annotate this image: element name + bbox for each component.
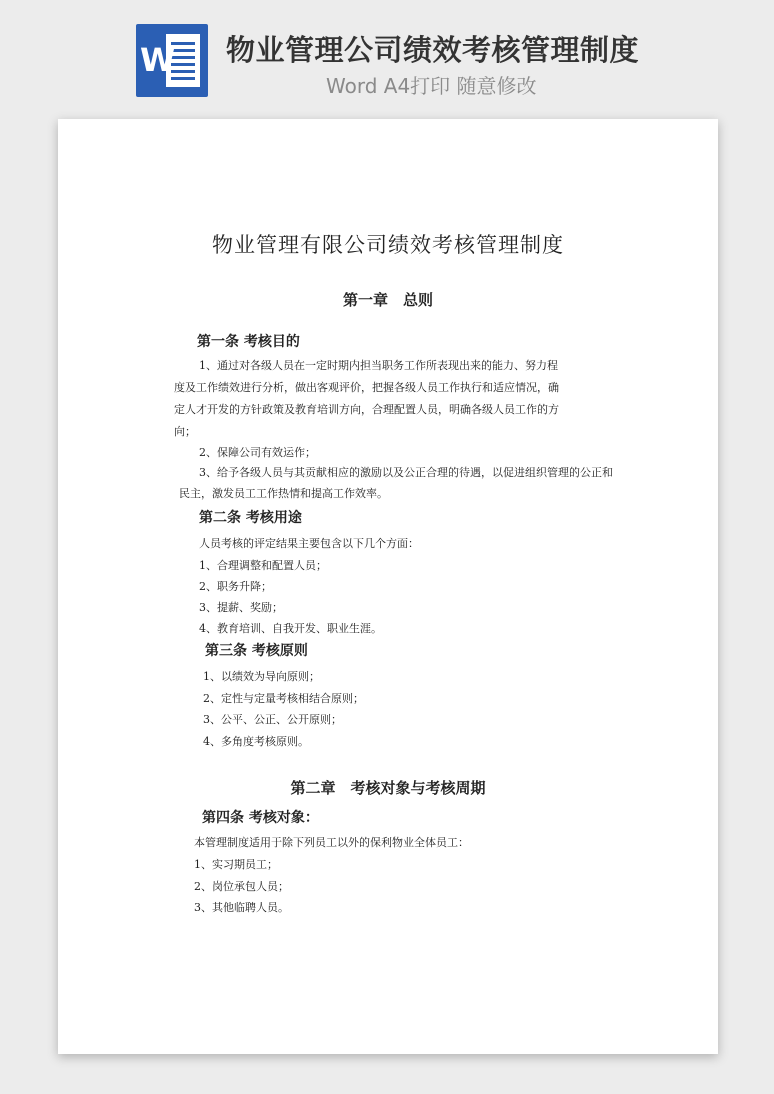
header-title: 物业管理公司绩效考核管理制度 bbox=[226, 33, 640, 67]
article-4-line: 2、岗位承包人员； bbox=[194, 880, 289, 893]
article-3-line: 3、公平、公正、公开原则； bbox=[203, 713, 342, 726]
article-1-line: 3、给予各级人员与其贡献相应的激励以及公正合理的待遇，以促进组织管理的公正和 bbox=[199, 466, 613, 479]
article-3-line: 4、多角度考核原则。 bbox=[203, 735, 309, 748]
article-3-line: 2、定性与定量考核相结合原则； bbox=[203, 692, 364, 705]
article-2-line: 2、职务升降； bbox=[199, 580, 272, 593]
document-page bbox=[58, 119, 718, 1054]
header-subtitle: Word A4打印 随意修改 bbox=[326, 74, 537, 98]
document-title: 物业管理有限公司绩效考核管理制度 bbox=[212, 233, 564, 257]
article-1-line: 2、保障公司有效运作； bbox=[199, 446, 316, 459]
article-2-line: 1、合理调整和配置人员； bbox=[199, 559, 327, 572]
chapter-2-heading: 第二章 考核对象与考核周期 bbox=[290, 779, 486, 797]
article-4-line: 3、其他临聘人员。 bbox=[194, 901, 289, 914]
article-1-heading: 第一条 考核目的 bbox=[197, 334, 300, 350]
word-icon bbox=[136, 24, 208, 97]
article-2-line: 4、教育培训、自我开发、职业生涯。 bbox=[199, 622, 382, 635]
article-3-heading: 第三条 考核原则 bbox=[205, 643, 308, 659]
article-2-heading: 第二条 考核用途 bbox=[199, 510, 302, 526]
article-4-heading: 第四条 考核对象： bbox=[202, 810, 319, 826]
article-4-line: 本管理制度适用于除下列员工以外的保利物业全体员工： bbox=[194, 836, 469, 849]
article-2-line: 3、提薪、奖励； bbox=[199, 601, 283, 614]
article-3-line: 1、以绩效为导向原则； bbox=[203, 670, 320, 683]
article-2-line: 人员考核的评定结果主要包含以下几个方面： bbox=[199, 537, 419, 550]
word-letter: W bbox=[140, 41, 176, 79]
chapter-1-heading: 第一章 总则 bbox=[342, 291, 433, 309]
article-4-line: 1、实习期员工； bbox=[194, 858, 278, 871]
article-1-line: 定人才开发的方针政策及教育培训方向，合理配置人员，明确各级人员工作的方 bbox=[174, 403, 559, 416]
header bbox=[0, 0, 774, 110]
article-1-line: 度及工作绩效进行分析，做出客观评价，把握各级人员工作执行和适应情况，确 bbox=[174, 381, 559, 394]
article-1-line: 1、通过对各级人员在一定时期内担当职务工作所表现出来的能力、努力程 bbox=[199, 359, 558, 372]
article-1-line: 向； bbox=[174, 425, 196, 438]
article-1-line: 民主，激发员工工作热情和提高工作效率。 bbox=[179, 487, 388, 500]
